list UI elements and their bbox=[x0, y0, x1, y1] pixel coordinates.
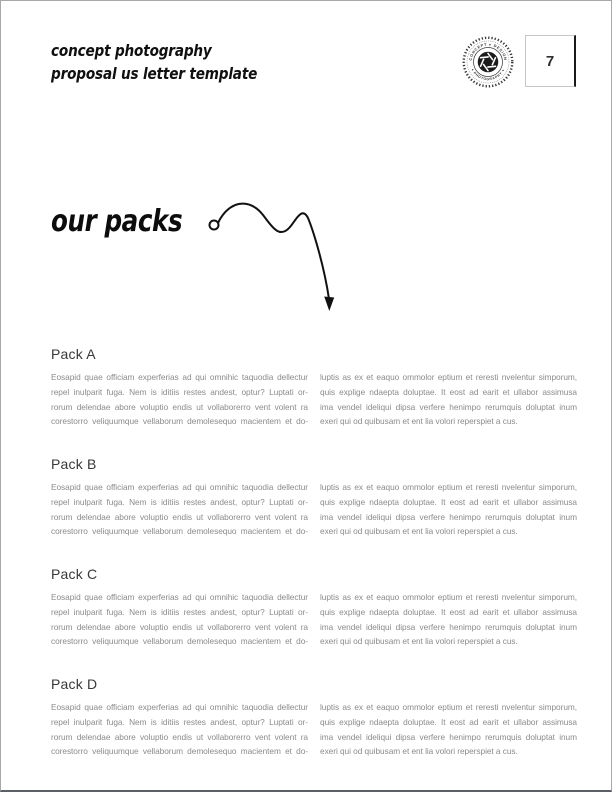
pack-body-line: luptis as ex et eaquo ommolor eptium et reresti nvelentur simporum, bbox=[320, 482, 577, 492]
pack-body-line: ima vendel ideliqui dipsa verfere henimpo rerumquis doluptat inum bbox=[320, 621, 577, 632]
page-number: 7 bbox=[545, 52, 555, 70]
pack-body-line: Eosapid quae officiam experferias ad qui omnihic taquodia dellectur bbox=[51, 482, 308, 492]
pack-columns bbox=[51, 700, 577, 759]
pack-body-line: exeri qui od quibusam et ent lia volori reperspiet a cus. bbox=[320, 746, 518, 757]
pack-title: Pack A bbox=[51, 346, 96, 362]
pack-body-line: quis explige ndaepta doluptae. It eost ad earit et ullabor assimusa bbox=[320, 496, 577, 507]
pack-body-line: Eosapid quae officiam experferias ad qui omnihic taquodia dellectur bbox=[51, 702, 308, 712]
camera-aperture-icon bbox=[460, 34, 516, 90]
pack-body-line: ima vendel ideliqui dipsa verfere henimpo rerumquis doluptat inum bbox=[320, 731, 577, 742]
pack-body-line: luptis as ex et eaquo ommolor eptium et reresti nvelentur simporum, bbox=[320, 592, 577, 602]
pack-section bbox=[51, 456, 577, 566]
pack-columns bbox=[51, 590, 577, 649]
pack-body-line: rorum delendae abore voluptio endis ut vollaborerro vent volent ra bbox=[51, 511, 308, 522]
badge-ring-text-bottom: ♦ PHOTOGRAPHY ♦ bbox=[470, 68, 506, 82]
pack-col-left bbox=[51, 480, 308, 539]
pack-body-line: exeri qui od quibusam et ent lia volori reperspiet a cus. bbox=[320, 416, 518, 427]
pack-body-line: luptis as ex et eaquo ommolor eptium et reresti nvelentur simporum, bbox=[320, 372, 577, 382]
pack-body-line: repel inulparit fuga. Nem is iditiis restes andest, optur? Luptati or- bbox=[51, 606, 308, 617]
document-title-line2: proposal us letter template bbox=[51, 64, 258, 83]
pack-col-right bbox=[320, 370, 577, 429]
pack-body-line: repel inulparit fuga. Nem is iditiis restes andest, optur? Luptati or- bbox=[51, 496, 308, 507]
pack-col-left bbox=[51, 370, 308, 429]
pack-body-line: exeri qui od quibusam et ent lia volori reperspiet a cus. bbox=[320, 636, 518, 647]
pack-columns bbox=[51, 370, 577, 429]
pack-body-line: quis explige ndaepta doluptae. It eost ad earit et ullabor assimusa bbox=[320, 606, 577, 617]
document-title-line1: concept photography bbox=[51, 41, 212, 60]
packs-list bbox=[51, 346, 577, 786]
page-number-box bbox=[525, 35, 576, 87]
pack-body-line: ima vendel ideliqui dipsa verfere henimpo rerumquis doluptat inum bbox=[320, 511, 577, 522]
pack-body-line: corestorro veliquumque vellaborum demolesequo macientem et do- bbox=[51, 416, 308, 427]
pack-body-line: repel inulparit fuga. Nem is iditiis restes andest, optur? Luptati or- bbox=[51, 386, 308, 397]
pack-col-right bbox=[320, 480, 577, 539]
badge-ring-text-top: CONCEPT ♦ DESIGN bbox=[468, 42, 508, 61]
pack-section bbox=[51, 346, 577, 456]
pack-body-line: corestorro veliquumque vellaborum demolesequo macientem et do- bbox=[51, 746, 308, 757]
pack-body-line: repel inulparit fuga. Nem is iditiis restes andest, optur? Luptati or- bbox=[51, 716, 308, 727]
curved-arrow-doodle-icon bbox=[201, 193, 346, 323]
pack-body-line: Eosapid quae officiam experferias ad qui omnihic taquodia dellectur bbox=[51, 592, 308, 602]
pack-title: Pack C bbox=[51, 566, 98, 582]
pack-body-line: quis explige ndaepta doluptae. It eost ad earit et ullabor assimusa bbox=[320, 386, 577, 397]
pack-col-left bbox=[51, 590, 308, 649]
pack-col-right bbox=[320, 700, 577, 759]
pack-body-line: rorum delendae abore voluptio endis ut vollaborerro vent volent ra bbox=[51, 621, 308, 632]
pack-title: Pack D bbox=[51, 676, 98, 692]
pack-body-line: quis explige ndaepta doluptae. It eost ad earit et ullabor assimusa bbox=[320, 716, 577, 727]
pack-title: Pack B bbox=[51, 456, 97, 472]
section-title: our packs bbox=[51, 204, 183, 239]
pack-section bbox=[51, 566, 577, 676]
pack-body-line: exeri qui od quibusam et ent lia volori reperspiet a cus. bbox=[320, 526, 518, 537]
pack-col-right bbox=[320, 590, 577, 649]
pack-columns bbox=[51, 480, 577, 539]
pack-body-line: rorum delendae abore voluptio endis ut vollaborerro vent volent ra bbox=[51, 401, 308, 412]
pack-body-line: corestorro veliquumque vellaborum demolesequo macientem et do- bbox=[51, 636, 308, 647]
pack-body-line: Eosapid quae officiam experferias ad qui omnihic taquodia dellectur bbox=[51, 372, 308, 382]
pack-body-line: rorum delendae abore voluptio endis ut vollaborerro vent volent ra bbox=[51, 731, 308, 742]
pack-body-line: ima vendel ideliqui dipsa verfere henimpo rerumquis doluptat inum bbox=[320, 401, 577, 412]
pack-body-line: corestorro veliquumque vellaborum demolesequo macientem et do- bbox=[51, 526, 308, 537]
pack-section bbox=[51, 676, 577, 786]
pack-col-left bbox=[51, 700, 308, 759]
photography-stamp-badge bbox=[460, 34, 516, 90]
document-title bbox=[51, 39, 257, 85]
pack-body-line: luptis as ex et eaquo ommolor eptium et reresti nvelentur simporum, bbox=[320, 702, 577, 712]
